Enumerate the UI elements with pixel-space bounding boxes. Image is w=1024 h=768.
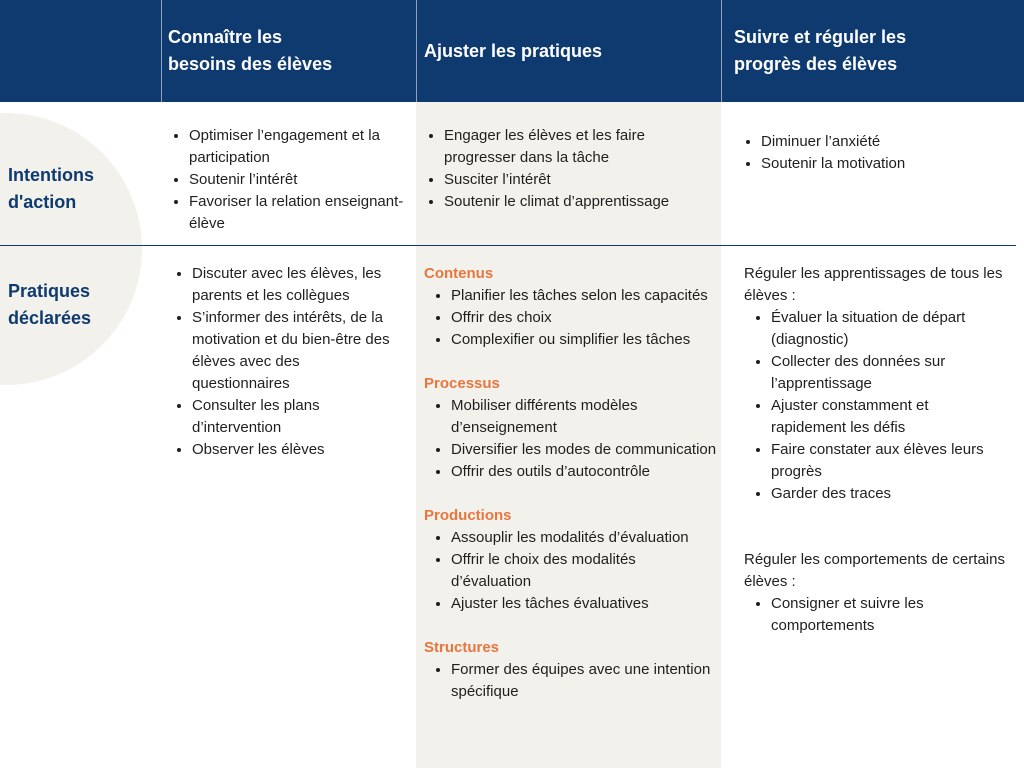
intentions-col1 xyxy=(162,125,406,235)
list-item: • Former des équipes avec une intention spécifique xyxy=(451,659,718,703)
list-item: • Susciter l’intérêt xyxy=(444,169,709,191)
list-item: • Diversifier les modes de communication xyxy=(451,439,718,461)
list-item: • Faire constater aux élèves leurs progrès xyxy=(771,439,1006,483)
section-title: Processus xyxy=(424,375,500,392)
list-item: • Soutenir la motivation xyxy=(761,153,1004,175)
regulation-intro: Réguler les comportements de certains élèves : xyxy=(744,551,1005,590)
section-title: Contenus xyxy=(424,265,494,282)
list-item: • Consulter les plans d’intervention xyxy=(192,395,397,439)
header-separator xyxy=(721,0,722,102)
list-item: • Collecter des données sur l’apprentissage xyxy=(771,351,1006,395)
intentions-col3 xyxy=(734,131,1004,175)
list-item: • Observer les élèves xyxy=(192,439,397,461)
list-item: • Assouplir les modalités d’évaluation xyxy=(451,527,718,549)
list-item: • Complexifier ou simplifier les tâches xyxy=(451,329,718,351)
list-item: • Consigner et suivre les comportements xyxy=(771,593,1006,637)
header-col-besoins: Connaître les besoins des élèves xyxy=(168,27,333,74)
list-item: • Soutenir l’intérêt xyxy=(189,169,406,191)
list-item: • Offrir des choix xyxy=(451,307,718,329)
list-item: • Favoriser la relation enseignant-élève xyxy=(189,191,406,235)
list-item: • Évaluer la situation de départ (diagnostic) xyxy=(771,307,1006,351)
list-item: • Garder des traces xyxy=(771,483,1006,505)
pratiques-col3 xyxy=(744,263,1006,637)
regulation-apprentissages xyxy=(744,263,1006,505)
row-divider xyxy=(0,245,1016,246)
regulation-intro: Réguler les apprentissages de tous les élèves : xyxy=(744,265,1003,304)
regulation-comportements xyxy=(744,549,1006,637)
list-item: • Ajuster constamment et rapidement les défis xyxy=(771,395,1006,439)
pratiques-col1 xyxy=(165,263,397,461)
list-item: • Discuter avec les élèves, les parents et les collègues xyxy=(192,263,397,307)
list-item: • Optimiser l’engagement et la participation xyxy=(189,125,406,169)
list-item: • Engager les élèves et les faire progresser dans la tâche xyxy=(444,125,709,169)
list-item: • Ajuster les tâches évaluatives xyxy=(451,593,718,615)
list-item: • Planifier les tâches selon les capacités xyxy=(451,285,718,307)
intentions-col2 xyxy=(417,125,709,213)
row-label-intentions: Intentions d'action xyxy=(8,165,94,212)
section-title: Productions xyxy=(424,507,512,524)
row-label-pratiques: Pratiques déclarées xyxy=(8,281,92,328)
list-item: • Soutenir le climat d’apprentissage xyxy=(444,191,709,213)
list-item: • Mobiliser différents modèles d’enseignement xyxy=(451,395,718,439)
list-item: • Offrir des outils d’autocontrôle xyxy=(451,461,718,483)
section-productions xyxy=(424,505,718,615)
header-col-pratiques: Ajuster les pratiques xyxy=(424,40,603,61)
row-label-circle xyxy=(0,113,142,385)
section-contenus xyxy=(424,263,718,351)
section-title: Structures xyxy=(424,639,500,656)
list-item: • Diminuer l’anxiété xyxy=(761,131,1004,153)
list-item: • S’informer des intérêts, de la motivation et du bien-être des élèves avec des questionnaires xyxy=(192,307,397,395)
list-item: • Offrir le choix des modalités d’évaluation xyxy=(451,549,718,593)
header-col-suivi: Suivre et réguler les progrès des élèves xyxy=(734,27,907,74)
pratiques-col2 xyxy=(424,263,718,703)
header-separator xyxy=(416,0,417,102)
section-processus xyxy=(424,373,718,483)
header-separator xyxy=(161,0,162,102)
section-structures xyxy=(424,637,718,703)
